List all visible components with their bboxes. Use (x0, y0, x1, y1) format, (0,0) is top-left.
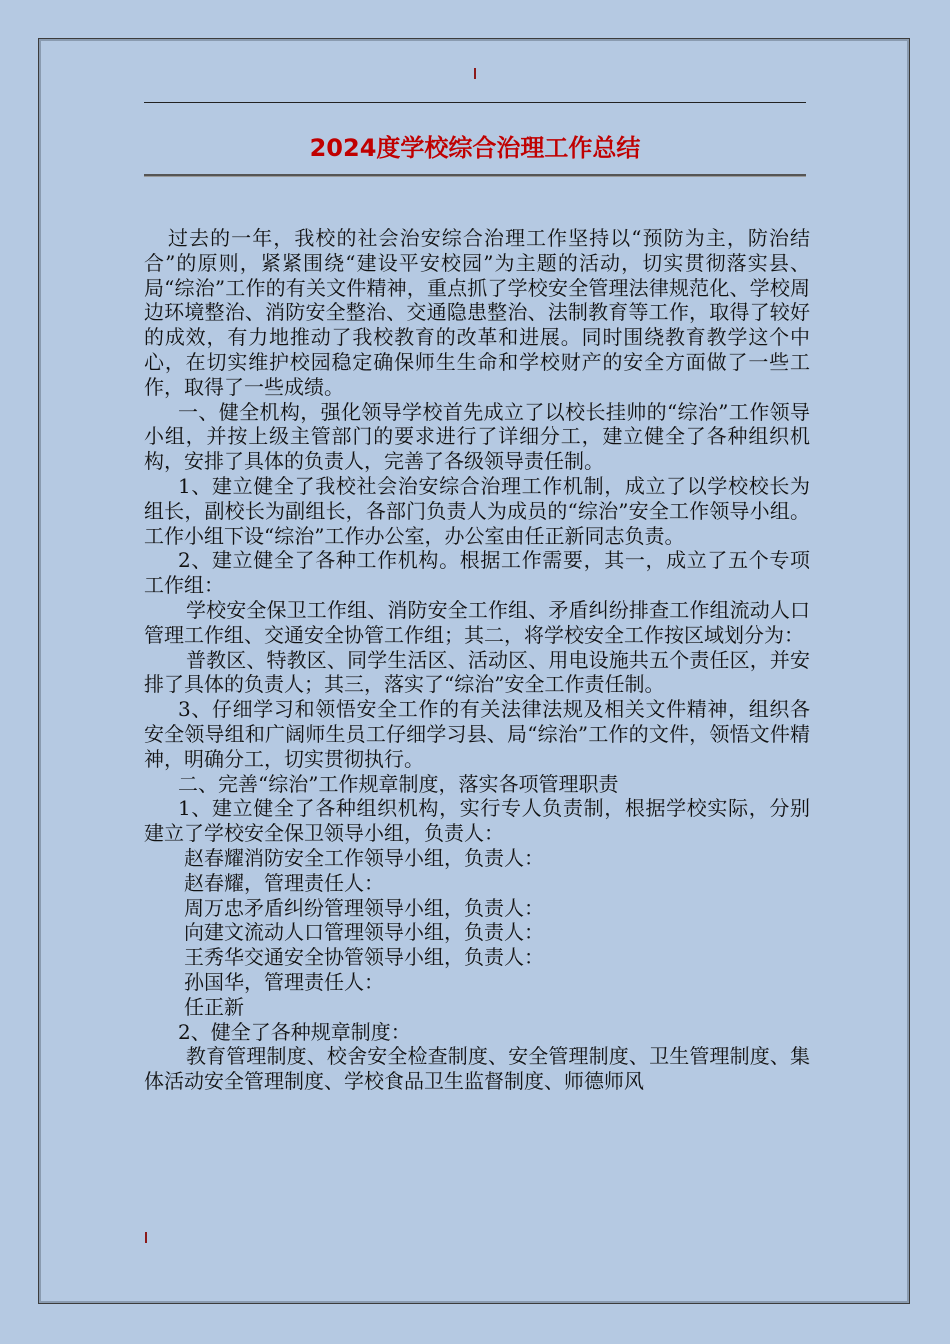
title-rule (144, 174, 806, 176)
body-paragraph: 一、健全机构，强化领导学校首先成立了以校长挂帅的“综治”工作领导小组，并按上级主管部门的要求进行了详细分工，建立健全了各种组织机构，安排了具体的负责人，完善了各级领导责任制。 (144, 399, 810, 474)
footer-mark (145, 1232, 147, 1243)
document-body (144, 226, 810, 1094)
body-paragraph: 孙国华，管理责任人： (184, 969, 384, 994)
body-paragraph: 任正新 (184, 994, 244, 1019)
body-paragraph: 赵春耀消防安全工作领导小组，负责人： (184, 845, 544, 870)
body-paragraph: 向建文流动人口管理领导小组，负责人： (184, 920, 544, 945)
body-paragraph: 2、建立健全了各种工作机构。根据工作需要，其一，成立了五个专项工作组： (144, 548, 810, 598)
header-mark (474, 68, 476, 79)
body-paragraph: 教育管理制度、校舍安全检查制度、安全管理制度、卫生管理制度、集体活动安全管理制度、学校食品卫生监督制度、师德师风 (144, 1044, 810, 1094)
body-paragraph: 1、建立健全了我校社会治安综合治理工作机制，成立了以学校校长为组长，副校长为副组长，各部门负责人为成员的“综治”安全工作领导小组。工作小组下设“综治”工作办公室，办公室由任正新同志负责。 (144, 473, 810, 548)
body-paragraph: 2、健全了各种规章制度： (178, 1019, 411, 1044)
body-paragraph: 赵春耀，管理责任人： (184, 870, 384, 895)
body-paragraph: 普教区、特教区、同学生活区、活动区、用电设施共五个责任区，并安排了具体的负责人；其三，落实了“综治”安全工作责任制。 (144, 647, 810, 697)
document-title: 2024度学校综合治理工作总结 (309, 134, 641, 162)
body-paragraph: 王秀华交通安全协管领导小组，负责人： (184, 945, 544, 970)
header-rule (144, 102, 806, 103)
body-paragraph: 1、建立健全了各种组织机构，实行专人负责制，根据学校实际，分别建立了学校安全保卫领导小组，负责人： (144, 796, 810, 846)
body-paragraph: 周万忠矛盾纠纷管理领导小组，负责人： (184, 895, 544, 920)
body-paragraph: 3、仔细学习和领悟安全工作的有关法律法规及相关文件精神，组织各安全领导组和广阔师生员工仔细学习县、局“综治”工作的文件，领悟文件精神，明确分工，切实贯彻执行。 (144, 697, 810, 771)
body-paragraph: 二、完善“综治”工作规章制度，落实各项管理职责 (178, 771, 619, 796)
body-paragraph: 过去的一年，我校的社会治安综合治理工作坚持以“预防为主，防治结合”的原则，紧紧围绕“建设平安校园”为主题的活动，切实贯彻落实县、局“综治”工作的有关文件精神，重点抓了学校安全管理法律规范化、学校周边环境整治、消防安全整治、交通隐患整治、法制教育等工作，取得了较好的成效，有力地推动了我校教育的改革和进展。同时围绕教育教学这个中心，在切实维护校园稳定确保师生生命和学校财产的安全方面做了一些工作，取得了一些成绩。 (144, 226, 810, 399)
body-paragraph: 学校安全保卫工作组、消防安全工作组、矛盾纠纷排查工作组流动人口管理工作组、交通安全协管工作组；其二，将学校安全工作按区域划分为： (144, 597, 810, 647)
